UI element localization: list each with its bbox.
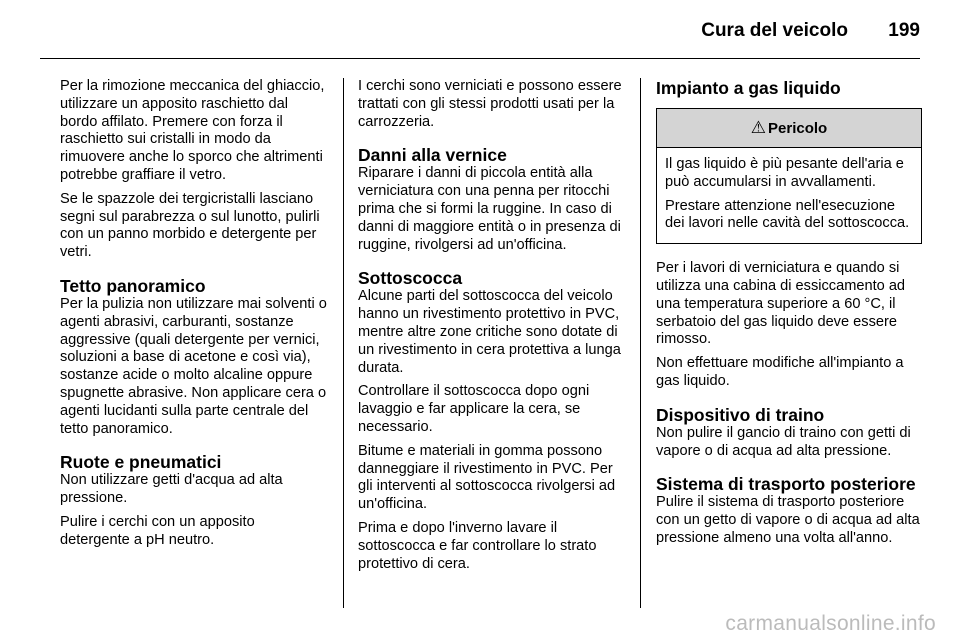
site-watermark: carmanualsonline.info <box>725 612 936 635</box>
sottoscocca-paragraph-4: Prima e dopo l'inverno lavare il sottoscocca e far controllare lo strato protettivo di cera. <box>358 519 597 572</box>
sottoscocca-paragraph-1: Alcune parti del sottoscocca del veicolo hanno un rivestimento protettivo in PVC, mentre altre zone critiche sono dotate di un rivestimento in cera protettiva a lunga durata. <box>358 288 621 376</box>
gas-paragraph-1: Per i lavori di verniciatura e quando si utilizza una cabina di essiccamento ad una temperatura superiore a 60 °C, il serbatoio del gas liquido deve essere rimosso. <box>656 260 906 348</box>
page-number: 199 <box>888 20 920 41</box>
heading-ruote-pneumatici: Ruote e pneumatici <box>60 452 222 473</box>
heading-tetto-panoramico: Tetto panoramico <box>60 275 206 296</box>
warning-body <box>657 148 921 243</box>
vernice-paragraph: Riparare i danni di piccola entità alla verniciatura con una penna per ritocchi prima che si formi la ruggine. In caso di danni di maggiore entità o in presenza di ruggine, rivolgersi ad un'officina. <box>358 165 621 253</box>
heading-impianto-gas: Impianto a gas liquido <box>656 78 841 98</box>
traino-paragraph: Non pulire il gancio di traino con getti di vapore o di acqua ad alta pressione. <box>656 424 911 459</box>
header-divider <box>40 58 920 59</box>
warning-title: Pericolo <box>768 120 828 137</box>
trasporto-paragraph: Pulire il sistema di trasporto posteriore con un getto di vapore o di acqua ad alta pressione almeno una volta all'anno. <box>656 494 920 546</box>
gas-paragraph-2: Non effettuare modifiche all'impianto a gas liquido. <box>656 355 904 389</box>
section-title: Cura del veicolo <box>701 20 848 41</box>
sottoscocca-paragraph-2: Controllare il sottoscocca dopo ogni lavaggio e far applicare la cera, se necessario. <box>358 383 590 435</box>
heading-dispositivo-traino: Dispositivo di traino <box>656 404 825 425</box>
warning-header <box>657 109 921 148</box>
column-right <box>656 78 922 554</box>
heading-danni-vernice: Danni alla vernice <box>358 145 507 166</box>
cerchi-paragraph: I cerchi sono verniciati e possono essere trattati con gli stessi prodotti usati per la carrozzeria. <box>358 78 622 130</box>
warning-triangle-icon: ⚠ <box>750 118 767 137</box>
page-header <box>0 0 960 58</box>
tetto-paragraph: Per la pulizia non utilizzare mai solventi o agenti abrasivi, carburanti, sostanze aggressive (quali detergente per vernici, soluzioni a base di acetone e così via), sostanze acide o molto alcaline oppure spugnette abrasive. Non applicare cera o agenti lucidanti sulla parte centrale del tetto panoramico. <box>60 295 327 437</box>
ruote-paragraph-2: Pulire i cerchi con un apposito detergente a pH neutro. <box>60 513 255 548</box>
ice-removal-paragraph: Per la rimozione meccanica del ghiaccio, utilizzare un apposito raschietto dal bordo affilato. Premere con forza il raschietto sui cristalli in modo da rimuovere anche lo sporco che altrimenti potrebbe graffiare il vetro. <box>60 78 325 183</box>
warning-paragraph-1: Il gas liquido è più pesante dell'aria e può accumularsi in avvallamenti. <box>665 156 904 190</box>
column-middle <box>358 78 624 579</box>
wiper-paragraph: Se le spazzole dei tergicristalli lasciano segni sul parabrezza o sul lunotto, pulirli con un panno morbido e detergente per vetri. <box>60 190 320 261</box>
heading-sottoscocca: Sottoscocca <box>358 268 463 289</box>
warning-paragraph-2: Prestare attenzione nell'esecuzione dei lavori nelle cavità del sottoscocca. <box>665 197 910 232</box>
sottoscocca-paragraph-3: Bitume e materiali in gomma possono danneggiare il rivestimento in PVC. Per gli interventi al sottoscocca rivolgersi ad un'officina. <box>358 442 616 513</box>
column-left <box>60 78 328 556</box>
danger-warning-box <box>656 108 922 244</box>
column-divider-1 <box>343 78 344 608</box>
ruote-paragraph-1: Non utilizzare getti d'acqua ad alta pressione. <box>60 472 283 507</box>
heading-sistema-trasporto: Sistema di trasporto posteriore <box>656 474 916 495</box>
column-divider-2 <box>640 78 641 608</box>
